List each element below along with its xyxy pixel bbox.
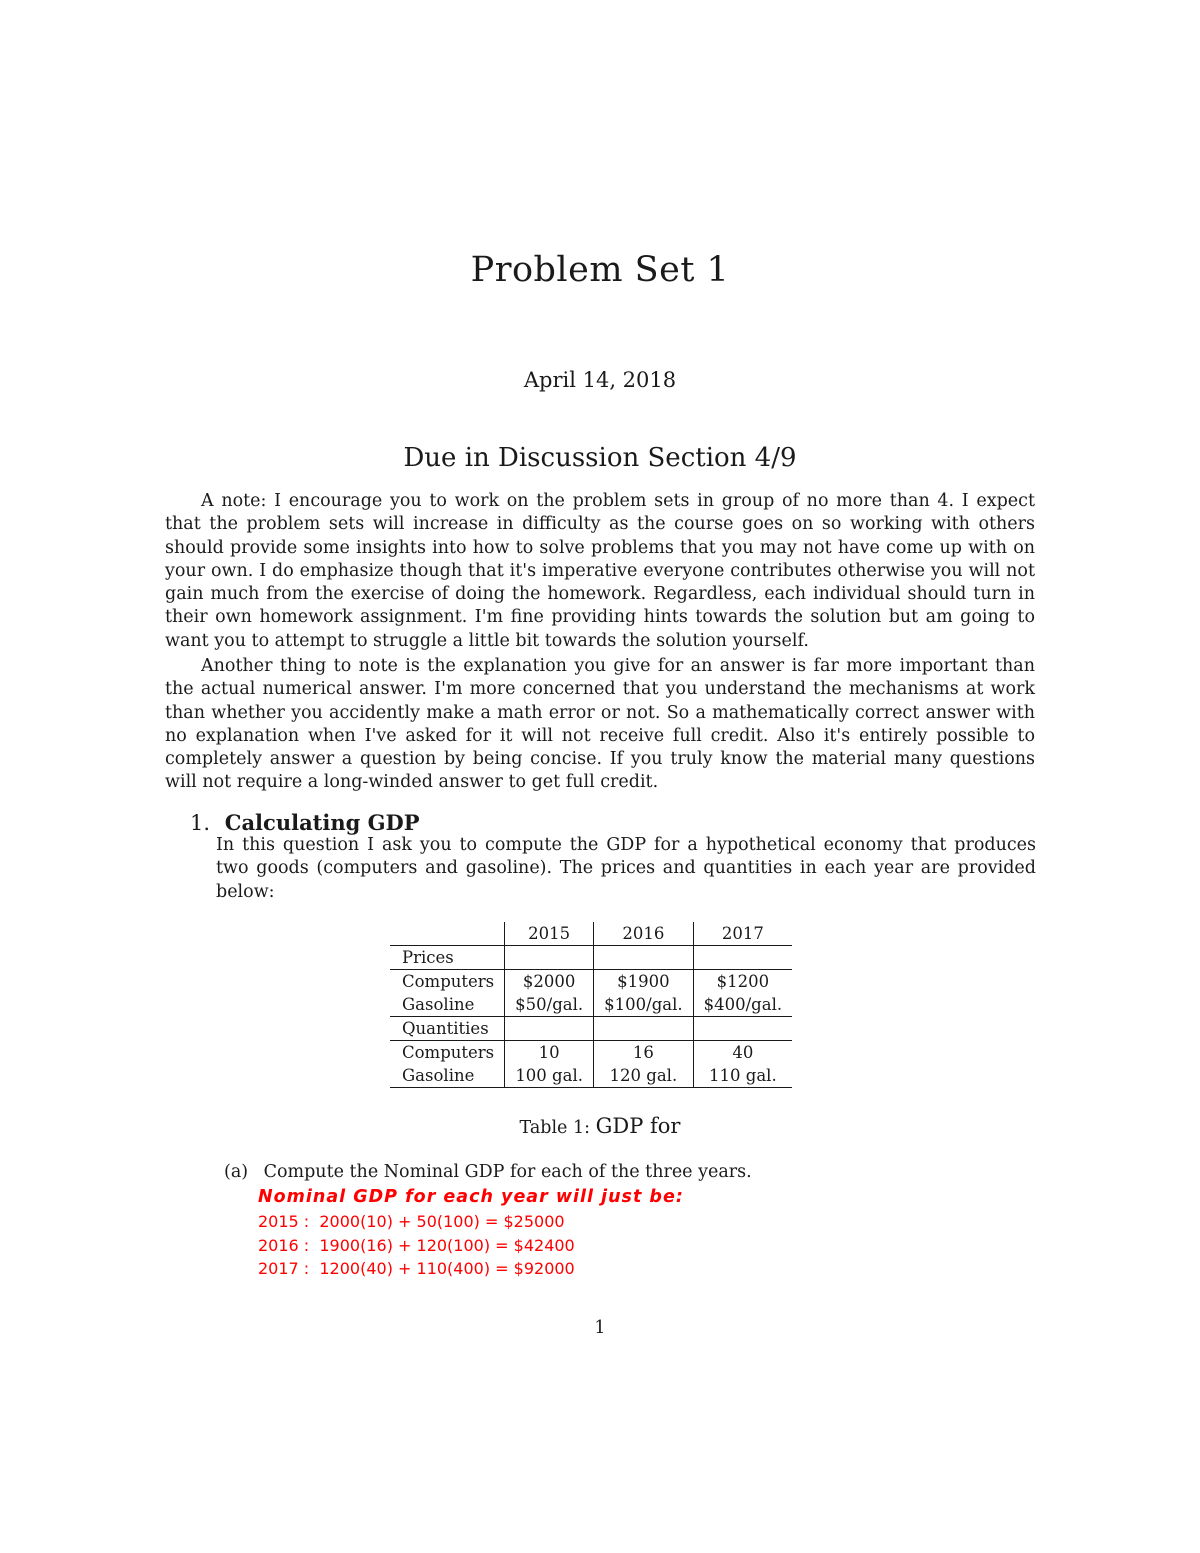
year-header: 2015 xyxy=(505,922,594,946)
table-cell: $400/gal. xyxy=(693,993,792,1017)
gdp-table xyxy=(390,922,792,1088)
table-cell: $100/gal. xyxy=(594,993,693,1017)
question-text: Compute the Nominal GDP for each of the three years. xyxy=(263,1162,752,1182)
intro-paragraph-1 xyxy=(165,490,1035,653)
paragraph-text: Another thing to note is the explanation you give for an answer is far more important than the actual numerical answer. I'm more concerned that you understand the mechanisms at work than whether you accidently make a math error or not. So a mathematically correct answer with no explanation when I've asked for it will not receive full credit. Also it's entirely possible to completely answer a question by being concise. If you truly know the material many questions will not require a long-winded answer to get full credit. xyxy=(165,656,1035,793)
answer-line: 2016 : 1900(16) + 120(100) = $42400 xyxy=(258,1235,575,1255)
table-cell: 100 gal. xyxy=(505,1064,594,1088)
caption-title: GDP for xyxy=(595,1114,681,1138)
section-heading xyxy=(190,810,420,835)
page-number: 1 xyxy=(594,1318,606,1338)
section-intro: In this question I ask you to compute the GDP for a hypothetical economy that produces two goods (computers and gasoline). The prices and quantities in each year are provided below: xyxy=(216,835,1036,902)
table-cell: $50/gal. xyxy=(505,993,594,1017)
table-cell: 120 gal. xyxy=(594,1064,693,1088)
question-label: (a) xyxy=(224,1162,249,1182)
table-cell: $2000 xyxy=(505,970,594,994)
year-header: 2017 xyxy=(693,922,792,946)
caption-prefix: Table 1: xyxy=(519,1118,591,1138)
table-cell: $1200 xyxy=(693,970,792,994)
row-label: Computers xyxy=(402,972,495,991)
answer-line: 2015 : 2000(10) + 50(100) = $25000 xyxy=(258,1211,565,1231)
table-row xyxy=(390,970,792,994)
table-cell: 110 gal. xyxy=(693,1064,792,1088)
section-title: Calculating GDP xyxy=(224,810,420,835)
intro-paragraph-2 xyxy=(165,655,1035,795)
table-row xyxy=(390,1017,792,1041)
table-cell: 10 xyxy=(505,1041,594,1065)
table-caption xyxy=(0,1114,1200,1138)
table-cell: $1900 xyxy=(594,970,693,994)
document-title: Problem Set 1 xyxy=(470,250,730,290)
quantities-label: Quantities xyxy=(390,1017,505,1041)
year-header: 2016 xyxy=(594,922,693,946)
answer-heading: Nominal GDP for each year will just be: xyxy=(258,1187,684,1207)
section-number: 1. xyxy=(190,811,211,835)
due-heading: Due in Discussion Section 4/9 xyxy=(403,443,797,473)
table-corner xyxy=(390,922,505,946)
prices-label: Prices xyxy=(390,946,505,970)
table-row xyxy=(390,993,792,1017)
paragraph-text: A note: I encourage you to work on the problem sets in group of no more than 4. I expect that the problem sets will increase in difficulty as the course goes on so working with others should provide some insights into how to solve problems that you may not have come up with on your own. I do emphasize though that it's imperative everyone contributes otherwise you will not gain much from the exercise of doing the homework. Regardless, each individual should turn in their own homework assignment. I'm fine providing hints towards the solution but am going to want you to attempt to struggle a little bit towards the solution yourself. xyxy=(165,491,1035,651)
table-row xyxy=(390,1064,792,1088)
row-label: Gasoline xyxy=(390,1064,505,1088)
answer-line: 2017 : 1200(40) + 110(400) = $92000 xyxy=(258,1259,575,1279)
table-row xyxy=(390,1041,792,1065)
document-date: April 14, 2018 xyxy=(523,368,677,392)
question-a xyxy=(224,1162,752,1182)
table-row xyxy=(390,946,792,970)
table-cell: 16 xyxy=(594,1041,693,1065)
row-label: Computers xyxy=(402,1043,495,1062)
answer-a xyxy=(258,1186,684,1281)
row-label: Gasoline xyxy=(390,993,505,1017)
table-cell: 40 xyxy=(693,1041,792,1065)
